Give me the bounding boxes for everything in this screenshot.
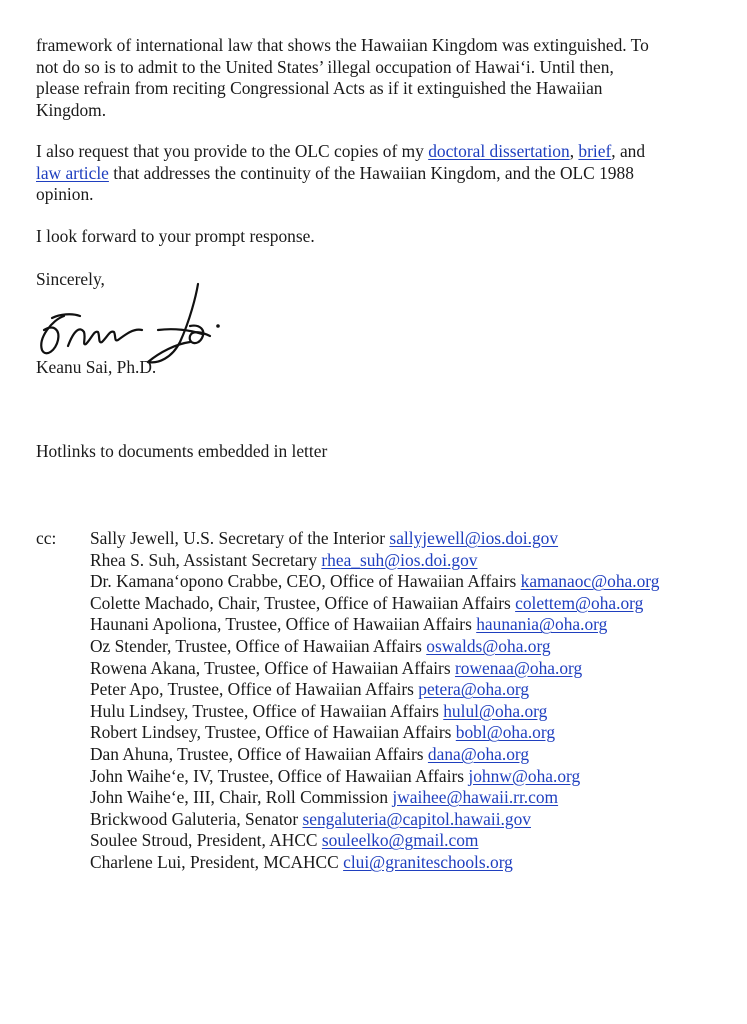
cc-entry <box>90 744 730 766</box>
cc-recipient: Oz Stender, Trustee, Office of Hawaiian Affairs <box>90 635 427 656</box>
cc-entry <box>90 528 730 550</box>
cc-recipient: John Waihe‘e, III, Chair, Roll Commission <box>90 787 393 808</box>
cc-email-link[interactable]: rhea_suh@ios.doi.gov <box>321 549 478 570</box>
text-line <box>36 141 716 163</box>
cc-email-link[interactable]: hulul@oha.org <box>443 700 548 721</box>
doctoral-dissertation-link[interactable]: doctoral dissertation <box>428 141 570 161</box>
cc-recipient: Brickwood Galuteria, Senator <box>90 808 303 829</box>
cc-list <box>90 528 730 874</box>
cc-recipient: Dr. Kamana‘opono Crabbe, CEO, Office of Hawaiian Affairs <box>90 571 521 592</box>
cc-recipient: Rhea S. Suh, Assistant Secretary <box>90 549 322 570</box>
cc-entry <box>90 679 730 701</box>
cc-email-link[interactable]: clui@graniteschools.org <box>343 851 513 872</box>
cc-email-link[interactable]: sengaluteria@capitol.hawaii.gov <box>302 808 531 829</box>
cc-recipient: Haunani Apoliona, Trustee, Office of Hawaiian Affairs <box>90 614 477 635</box>
cc-email-link[interactable]: haunania@oha.org <box>476 614 608 635</box>
cc-recipient: Charlene Lui, President, MCAHCC <box>90 851 344 872</box>
cc-entry <box>90 636 730 658</box>
paragraph-request <box>36 141 716 206</box>
cc-entry <box>90 787 730 809</box>
request-text: I also request that you provide to the OLC copies of my <box>36 141 429 161</box>
brief-link[interactable]: brief <box>578 141 612 161</box>
text-line <box>36 163 716 185</box>
cc-entry <box>90 830 730 852</box>
text-line: Kingdom. <box>36 99 107 120</box>
cc-recipient: Robert Lindsey, Trustee, Office of Hawaiian Affairs <box>90 722 456 743</box>
cc-recipient: John Waihe‘e, IV, Trustee, Office of Hawaiian Affairs <box>90 765 469 786</box>
cc-email-link[interactable]: colettem@oha.org <box>515 592 644 613</box>
cc-email-link[interactable]: oswalds@oha.org <box>426 635 551 656</box>
comma-text: , <box>569 141 579 161</box>
paragraph-closing-request <box>36 226 716 248</box>
cc-entry <box>90 614 730 636</box>
cc-entry <box>90 550 730 572</box>
text-line: I look forward to your prompt response. <box>36 226 315 246</box>
cc-email-link[interactable]: bobl@oha.org <box>455 722 556 743</box>
text-line: framework of international law that shows the Hawaiian Kingdom was extinguished. To <box>36 35 649 55</box>
cc-entry <box>90 852 730 874</box>
cc-recipient: Colette Machado, Chair, Trustee, Office of Hawaiian Affairs <box>90 592 516 613</box>
law-article-link[interactable]: law article <box>36 162 109 183</box>
cc-label: cc: <box>36 528 57 548</box>
hotlinks-note: Hotlinks to documents embedded in letter <box>36 441 328 461</box>
signer-name: Keanu Sai, Ph.D. <box>36 357 157 377</box>
cc-entry <box>90 766 730 788</box>
cc-entry <box>90 809 730 831</box>
cc-recipient: Peter Apo, Trustee, Office of Hawaiian Affairs <box>90 679 419 700</box>
request-text-continued: that addresses the continuity of the Hawaiian Kingdom, and the OLC 1988 <box>108 162 634 183</box>
cc-email-link[interactable]: sallyjewell@ios.doi.gov <box>389 528 559 548</box>
text-line: not do so is to admit to the United States’ illegal occupation of Hawai‘i. Until then, <box>36 56 614 77</box>
cc-recipient: Hulu Lindsey, Trustee, Office of Hawaiian Affairs <box>90 700 444 721</box>
cc-entry <box>90 593 730 615</box>
cc-recipient: Sally Jewell, U.S. Secretary of the Interior <box>90 528 390 548</box>
closing-salutation: Sincerely, <box>36 269 105 289</box>
cc-email-link[interactable]: petera@oha.org <box>418 679 530 700</box>
paragraph-intro <box>36 35 716 121</box>
text-line: please refrain from reciting Congressional Acts as if it extinguished the Hawaiian <box>36 78 603 98</box>
cc-recipient: Rowena Akana, Trustee, Office of Hawaiian Affairs <box>90 657 455 678</box>
cc-recipient: Dan Ahuna, Trustee, Office of Hawaiian Affairs <box>90 743 428 764</box>
cc-email-link[interactable]: souleelko@gmail.com <box>321 830 479 851</box>
and-text: , and <box>611 141 646 161</box>
cc-entry <box>90 571 730 593</box>
cc-recipient: Soulee Stroud, President, AHCC <box>90 830 322 851</box>
cc-email-link[interactable]: rowenaa@oha.org <box>454 657 583 678</box>
cc-email-link[interactable]: jwaihee@hawaii.rr.com <box>392 787 559 808</box>
cc-email-link[interactable]: kamanaoc@oha.org <box>520 571 660 592</box>
cc-entry <box>90 701 730 723</box>
text-line: opinion. <box>36 184 94 204</box>
cc-email-link[interactable]: dana@oha.org <box>427 743 530 764</box>
cc-entry <box>90 658 730 680</box>
cc-entry <box>90 722 730 744</box>
cc-email-link[interactable]: johnw@oha.org <box>468 765 581 786</box>
